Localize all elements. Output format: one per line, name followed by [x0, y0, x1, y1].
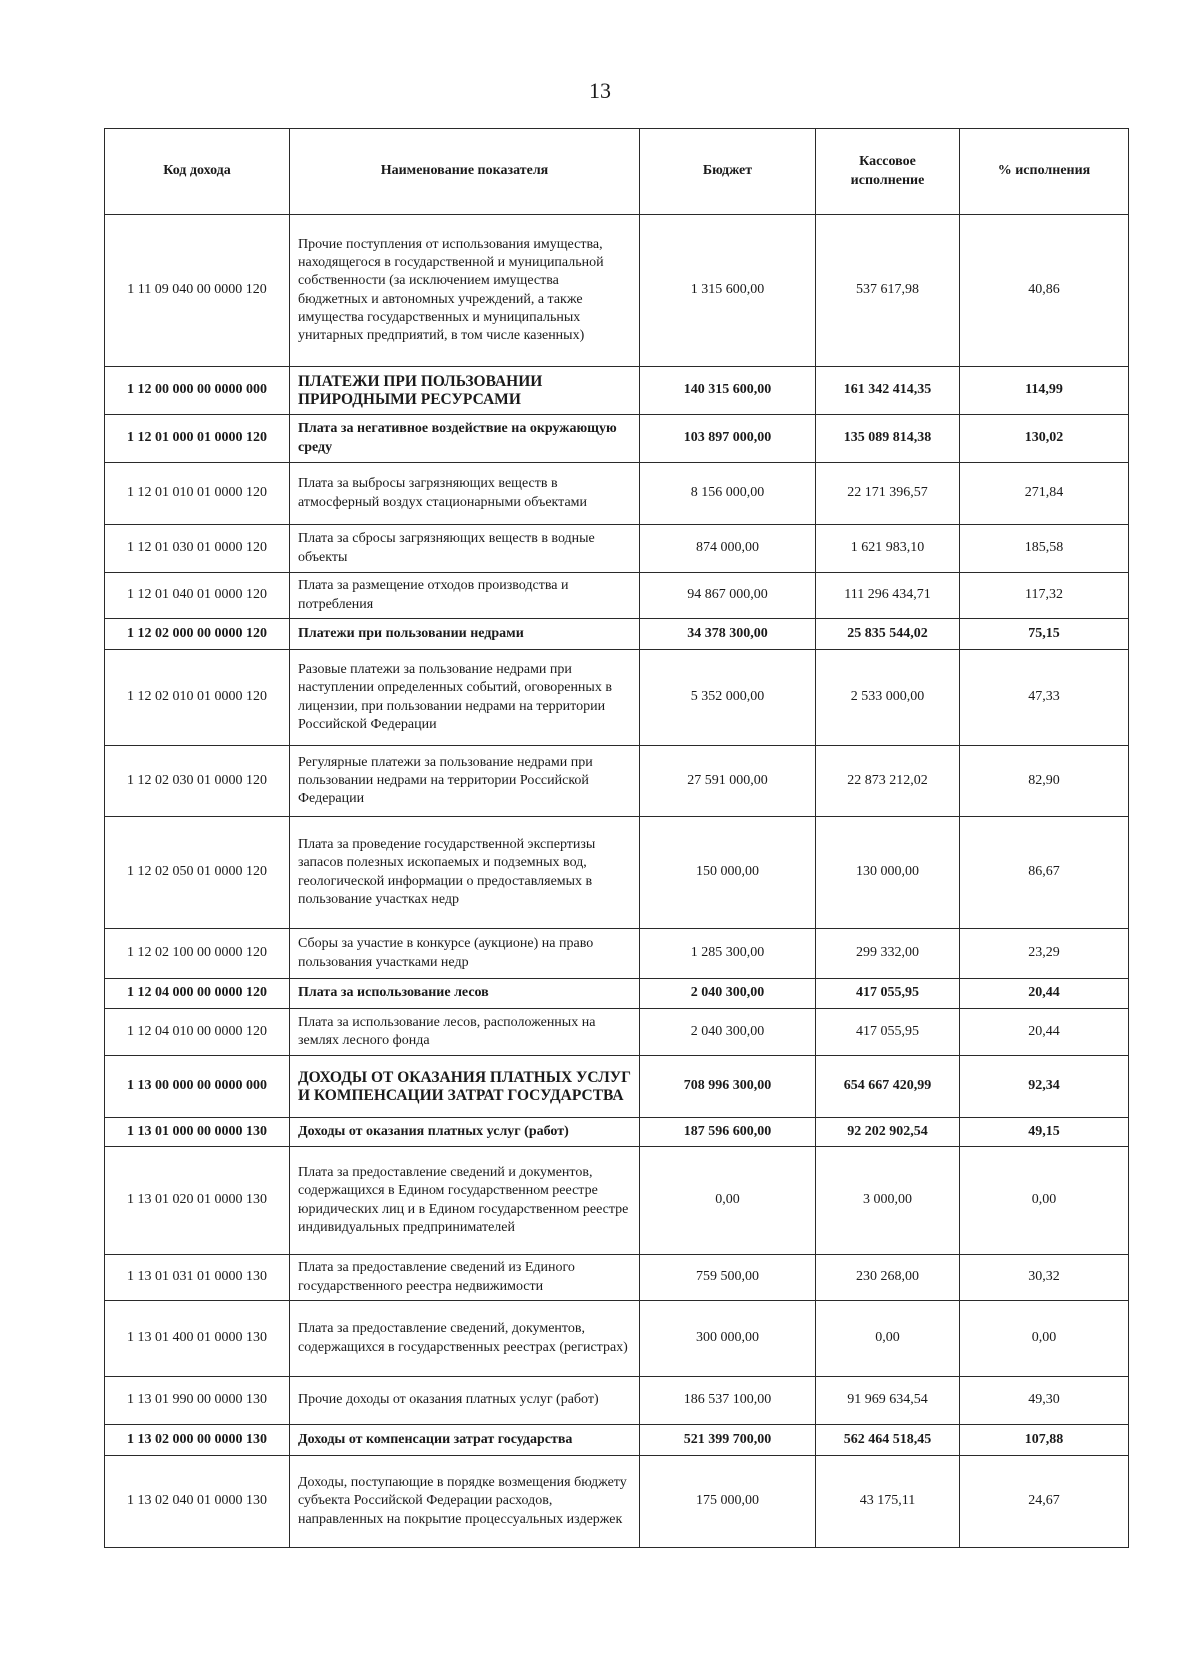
- row-cash: 3 000,00: [816, 1147, 960, 1255]
- table-row: [105, 1456, 1129, 1548]
- row-code: 1 12 02 030 01 0000 120: [105, 746, 290, 817]
- row-cash: 22 171 396,57: [816, 463, 960, 525]
- row-cash: 43 175,11: [816, 1456, 960, 1548]
- table-row: [105, 817, 1129, 929]
- row-name: Доходы от компенсации затрат государства: [290, 1425, 640, 1456]
- table-row: [105, 650, 1129, 746]
- row-name: Плата за предоставление сведений из Единого государственного реестра недвижимости: [290, 1255, 640, 1301]
- row-cash: 654 667 420,99: [816, 1056, 960, 1118]
- row-percent: 107,88: [960, 1425, 1129, 1456]
- row-code: 1 12 01 000 01 0000 120: [105, 415, 290, 463]
- row-cash: 562 464 518,45: [816, 1425, 960, 1456]
- row-percent: 23,29: [960, 929, 1129, 979]
- row-cash: 417 055,95: [816, 1009, 960, 1056]
- row-cash: 130 000,00: [816, 817, 960, 929]
- row-code: 1 12 01 040 01 0000 120: [105, 573, 290, 619]
- row-budget: 5 352 000,00: [640, 650, 816, 746]
- row-budget: 521 399 700,00: [640, 1425, 816, 1456]
- table-row: [105, 1255, 1129, 1301]
- row-budget: 175 000,00: [640, 1456, 816, 1548]
- row-name: Плата за сбросы загрязняющих веществ в водные объекты: [290, 525, 640, 573]
- row-cash: 92 202 902,54: [816, 1118, 960, 1147]
- table-row: [105, 1147, 1129, 1255]
- row-percent: 40,86: [960, 215, 1129, 367]
- row-cash: 2 533 000,00: [816, 650, 960, 746]
- row-budget: 759 500,00: [640, 1255, 816, 1301]
- row-name: Плата за использование лесов: [290, 979, 640, 1009]
- table-row: [105, 415, 1129, 463]
- row-name: Плата за проведение государственной экспертизы запасов полезных ископаемых и подземных вод, геологической информации о предоставляемых в пользование участках недр: [290, 817, 640, 929]
- row-percent: 82,90: [960, 746, 1129, 817]
- row-cash: 111 296 434,71: [816, 573, 960, 619]
- table-row: [105, 215, 1129, 367]
- row-code: 1 12 04 000 00 0000 120: [105, 979, 290, 1009]
- row-percent: 75,15: [960, 619, 1129, 650]
- row-code: 1 13 02 000 00 0000 130: [105, 1425, 290, 1456]
- row-code: 1 13 01 020 01 0000 130: [105, 1147, 290, 1255]
- row-budget: 150 000,00: [640, 817, 816, 929]
- row-cash: 230 268,00: [816, 1255, 960, 1301]
- row-code: 1 12 01 030 01 0000 120: [105, 525, 290, 573]
- row-code: 1 13 01 400 01 0000 130: [105, 1301, 290, 1377]
- row-budget: 103 897 000,00: [640, 415, 816, 463]
- row-percent: 117,32: [960, 573, 1129, 619]
- revenue-table: [104, 128, 1129, 1548]
- table-row: [105, 463, 1129, 525]
- row-percent: 130,02: [960, 415, 1129, 463]
- page-number: 13: [589, 78, 611, 103]
- row-code: 1 13 00 000 00 0000 000: [105, 1056, 290, 1118]
- row-cash: 25 835 544,02: [816, 619, 960, 650]
- row-code: 1 13 01 990 00 0000 130: [105, 1377, 290, 1425]
- header-code: Код дохода: [105, 129, 290, 215]
- row-code: 1 12 04 010 00 0000 120: [105, 1009, 290, 1056]
- row-budget: 874 000,00: [640, 525, 816, 573]
- row-cash: 161 342 414,35: [816, 367, 960, 415]
- row-name: ДОХОДЫ ОТ ОКАЗАНИЯ ПЛАТНЫХ УСЛУГ И КОМПЕНСАЦИИ ЗАТРАТ ГОСУДАРСТВА: [290, 1056, 640, 1118]
- row-budget: 94 867 000,00: [640, 573, 816, 619]
- row-percent: 47,33: [960, 650, 1129, 746]
- row-cash: 417 055,95: [816, 979, 960, 1009]
- row-code: 1 12 02 050 01 0000 120: [105, 817, 290, 929]
- row-name: Разовые платежи за пользование недрами при наступлении определенных событий, оговоренных в лицензии, при пользовании недрами на территории Российской Федерации: [290, 650, 640, 746]
- header-cash: Кассовое исполнение: [816, 129, 960, 215]
- row-cash: 91 969 634,54: [816, 1377, 960, 1425]
- row-name: ПЛАТЕЖИ ПРИ ПОЛЬЗОВАНИИ ПРИРОДНЫМИ РЕСУРСАМИ: [290, 367, 640, 415]
- table-row: [105, 1056, 1129, 1118]
- row-name: Регулярные платежи за пользование недрами при пользовании недрами на территории Российской Федерации: [290, 746, 640, 817]
- row-budget: 708 996 300,00: [640, 1056, 816, 1118]
- row-percent: 114,99: [960, 367, 1129, 415]
- table-row: [105, 1118, 1129, 1147]
- table-row: [105, 573, 1129, 619]
- header-budget: Бюджет: [640, 129, 816, 215]
- row-budget: 1 315 600,00: [640, 215, 816, 367]
- table-row: [105, 1301, 1129, 1377]
- row-percent: 49,30: [960, 1377, 1129, 1425]
- table-header-row: [105, 129, 1129, 215]
- table-row: [105, 979, 1129, 1009]
- row-name: Плата за размещение отходов производства и потребления: [290, 573, 640, 619]
- table-row: [105, 746, 1129, 817]
- row-budget: 300 000,00: [640, 1301, 816, 1377]
- row-budget: 187 596 600,00: [640, 1118, 816, 1147]
- row-cash: 299 332,00: [816, 929, 960, 979]
- header-percent: % исполнения: [960, 129, 1129, 215]
- row-name: Плата за предоставление сведений, документов, содержащихся в государственных реестрах (регистрах): [290, 1301, 640, 1377]
- row-code: 1 12 02 000 00 0000 120: [105, 619, 290, 650]
- row-percent: 185,58: [960, 525, 1129, 573]
- row-budget: 1 285 300,00: [640, 929, 816, 979]
- row-cash: 22 873 212,02: [816, 746, 960, 817]
- table-row: [105, 929, 1129, 979]
- table-row: [105, 1377, 1129, 1425]
- row-name: Плата за выбросы загрязняющих веществ в атмосферный воздух стационарными объектами: [290, 463, 640, 525]
- row-budget: 140 315 600,00: [640, 367, 816, 415]
- row-name: Прочие доходы от оказания платных услуг (работ): [290, 1377, 640, 1425]
- row-percent: 0,00: [960, 1301, 1129, 1377]
- row-percent: 271,84: [960, 463, 1129, 525]
- row-budget: 27 591 000,00: [640, 746, 816, 817]
- table-row: [105, 367, 1129, 415]
- row-percent: 49,15: [960, 1118, 1129, 1147]
- row-budget: 186 537 100,00: [640, 1377, 816, 1425]
- row-code: 1 13 01 031 01 0000 130: [105, 1255, 290, 1301]
- row-budget: 2 040 300,00: [640, 1009, 816, 1056]
- row-code: 1 13 01 000 00 0000 130: [105, 1118, 290, 1147]
- row-percent: 20,44: [960, 1009, 1129, 1056]
- header-name: Наименование показателя: [290, 129, 640, 215]
- row-percent: 0,00: [960, 1147, 1129, 1255]
- row-cash: 0,00: [816, 1301, 960, 1377]
- row-budget: 34 378 300,00: [640, 619, 816, 650]
- row-cash: 537 617,98: [816, 215, 960, 367]
- row-code: 1 12 01 010 01 0000 120: [105, 463, 290, 525]
- row-name: Прочие поступления от использования имущества, находящегося в государственной и муниципальной собственности (за исключением имущества бюджетных и автономных учреждений, а также имущества государственных и муниципальных унитарных предприятий, в том числе казенных): [290, 215, 640, 367]
- row-name: Плата за предоставление сведений и документов, содержащихся в Едином государственном реестре юридических лиц и в Едином государственном реестре индивидуальных предпринимателей: [290, 1147, 640, 1255]
- table-row: [105, 619, 1129, 650]
- table-row: [105, 1425, 1129, 1456]
- row-name: Плата за негативное воздействие на окружающую среду: [290, 415, 640, 463]
- row-percent: 30,32: [960, 1255, 1129, 1301]
- row-code: 1 12 00 000 00 0000 000: [105, 367, 290, 415]
- row-budget: 8 156 000,00: [640, 463, 816, 525]
- row-cash: 1 621 983,10: [816, 525, 960, 573]
- row-percent: 20,44: [960, 979, 1129, 1009]
- row-name: Сборы за участие в конкурсе (аукционе) на право пользования участками недр: [290, 929, 640, 979]
- table-row: [105, 525, 1129, 573]
- row-name: Платежи при пользовании недрами: [290, 619, 640, 650]
- row-percent: 92,34: [960, 1056, 1129, 1118]
- row-percent: 86,67: [960, 817, 1129, 929]
- row-name: Доходы от оказания платных услуг (работ): [290, 1118, 640, 1147]
- row-code: 1 13 02 040 01 0000 130: [105, 1456, 290, 1548]
- row-name: Плата за использование лесов, расположенных на землях лесного фонда: [290, 1009, 640, 1056]
- row-code: 1 12 02 010 01 0000 120: [105, 650, 290, 746]
- row-name: Доходы, поступающие в порядке возмещения бюджету субъекта Российской Федерации расходов, направленных на покрытие процессуальных издержек: [290, 1456, 640, 1548]
- row-cash: 135 089 814,38: [816, 415, 960, 463]
- table-row: [105, 1009, 1129, 1056]
- row-code: 1 12 02 100 00 0000 120: [105, 929, 290, 979]
- row-code: 1 11 09 040 00 0000 120: [105, 215, 290, 367]
- row-budget: 0,00: [640, 1147, 816, 1255]
- row-percent: 24,67: [960, 1456, 1129, 1548]
- row-budget: 2 040 300,00: [640, 979, 816, 1009]
